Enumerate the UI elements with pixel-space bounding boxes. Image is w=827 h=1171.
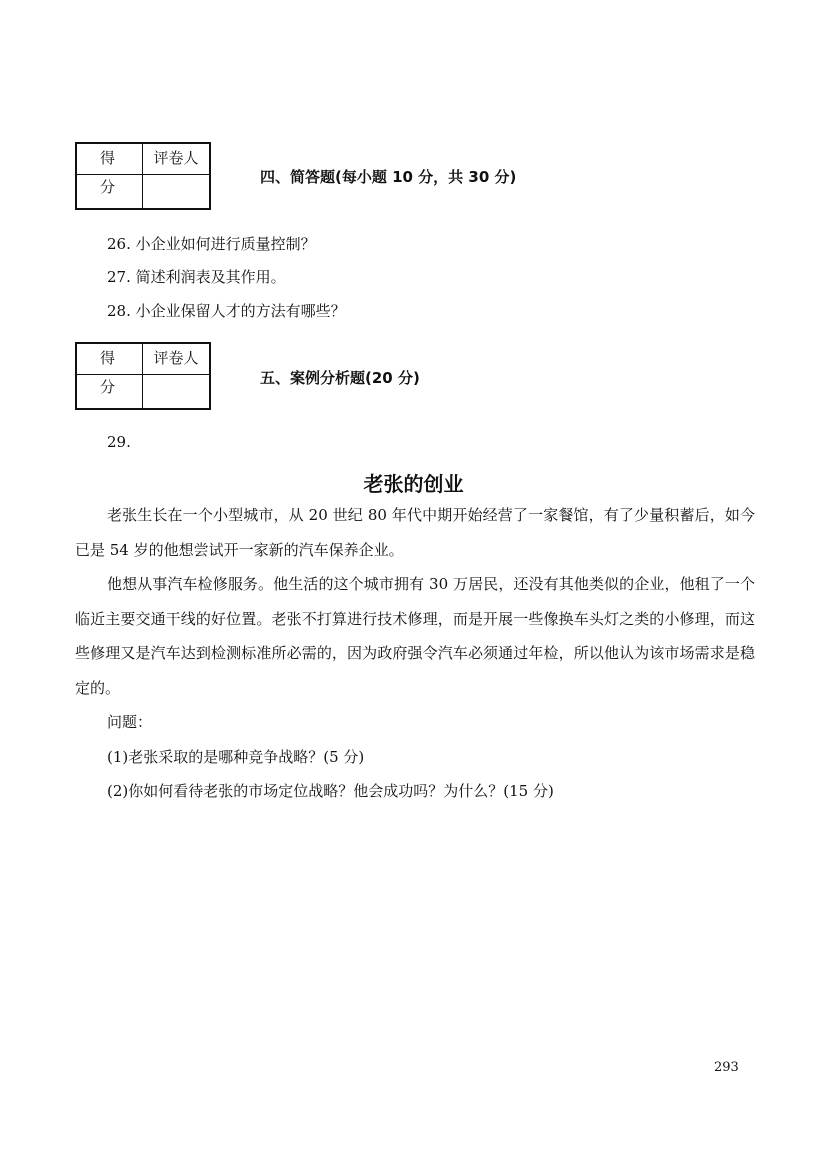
case-questions-heading: 问题：	[107, 713, 153, 731]
grader-label: 评卷人	[143, 144, 209, 175]
case-paragraph-2: 他想从事汽车检修服务。他生活的这个城市拥有 30 万居民，还没有其他类似的企业，他租了一个临近主要交通干线的好位置。老张不打算进行技术修理，而是开展一些像换车头灯之类的小修理，而这些修理又是汽车达到检测标准所必需的，因为政府强令汽车必须通过年检，所以他认为该市场需求是稳定的。	[75, 575, 755, 697]
case-body	[75, 498, 755, 809]
score-label: 得 分	[77, 344, 143, 375]
section-4-title: 四、简答题(每小题 10 分，共 30 分)	[260, 168, 517, 186]
question-29-number: 29.	[107, 433, 131, 451]
grader-label: 评卷人	[143, 344, 209, 375]
case-paragraph-1: 老张生长在一个小型城市，从 20 世纪 80 年代中期开始经营了一家餐馆，有了少量积蓄后，如今已是 54 岁的他想尝试开一家新的汽车保养企业。	[75, 506, 755, 559]
page-number: 293	[714, 1060, 739, 1075]
question-28: 28. 小企业保留人才的方法有哪些？	[107, 302, 346, 320]
case-question-1: (1)老张采取的是哪种竞争战略？(5 分)	[107, 747, 365, 766]
question-26: 26. 小企业如何进行质量控制？	[107, 235, 316, 253]
grader-field[interactable]	[143, 175, 209, 208]
case-title: 老张的创业	[363, 472, 464, 496]
grader-field[interactable]	[143, 375, 209, 408]
score-box-section-5	[75, 342, 211, 410]
score-box-section-4	[75, 142, 211, 210]
section-5-title: 五、案例分析题(20 分)	[260, 369, 420, 387]
question-27: 27. 简述利润表及其作用。	[107, 268, 286, 286]
score-label: 得 分	[77, 144, 143, 175]
case-question-2: (2)你如何看待老张的市场定位战略？他会成功吗？为什么？(15 分)	[107, 782, 554, 800]
score-field[interactable]	[77, 175, 143, 208]
score-field[interactable]	[77, 375, 143, 408]
